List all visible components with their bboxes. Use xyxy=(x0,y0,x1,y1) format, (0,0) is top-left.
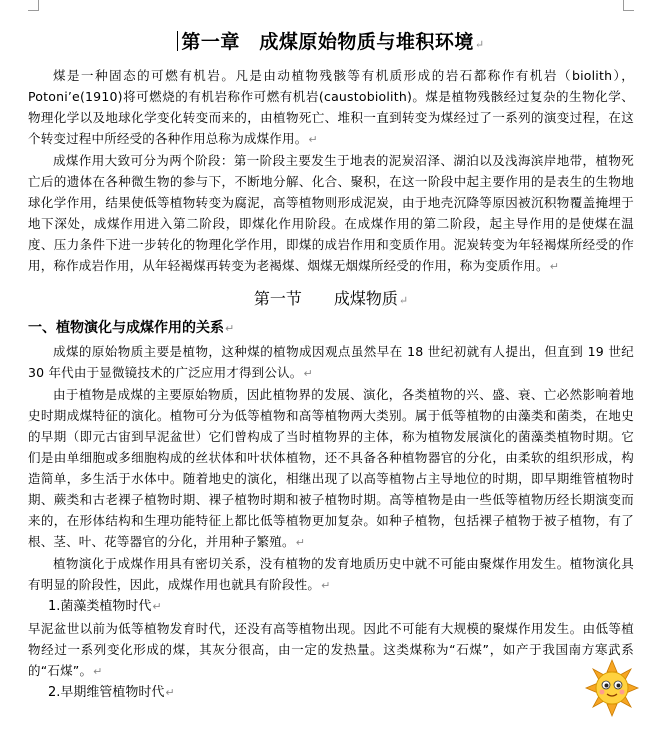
body-paragraph[interactable]: 植物演化于成煤作用具有密切关系，没有植物的发育地质历史中就不可能由聚煤作用发生。植物演化具有明显的阶段性，因此，成煤作用也就具有阶段性。↵ xyxy=(28,556,634,592)
body-paragraph[interactable]: 由于植物是成煤的主要原始物质，因此植物界的发展、演化，各类植物的兴、盛、衰、亡必然影响着地史时期成煤特征的演化。植物可分为低等植物和高等植物两大类别。属于低等植物的由藻类和菌类，在地史的早期（即元古宙到早泥盆世）它们曾构成了当时植物界的主体，称为植物发展演化的菌藻类植物时期。它们是由单细胞或多细胞构成的丝状体和叶状体植物，还不具备各种植物器官的分化，由柔软的组织形成，构造简单，多生活于水体中。随着地史的演化，相继出现了以高等植物占主导地位的时期，即早期维管植物时期、蕨类和古老裸子植物时期、裸子植物时期和被子植物时期。高等植物是由一些低等植物历经长期演变而来的，在形体结构和生理功能特征上都比低等植物更加复杂。如种子植物，包括裸子植物于被子植物，有了根、茎、叶、花等器官的分化，并用种子繁殖。↵ xyxy=(28,387,634,549)
paragraph-mark-icon: ↵ xyxy=(165,686,175,699)
paragraph-mark-icon: ↵ xyxy=(93,665,103,678)
body-paragraph[interactable]: 成煤的原始物质主要是植物，这种煤的植物成因观点虽然早在 18 世纪初就有人提出，但直到 19 世纪 30 年代由于显微镜技术的广泛应用才得到公认。↵ xyxy=(28,344,634,380)
document-page xyxy=(28,0,634,731)
chapter-title[interactable]: 第一章 成煤原始物质与堆积环境↵ xyxy=(28,30,634,57)
intro-paragraph[interactable]: 煤是一种固态的可燃有机岩。凡是由动植物残骸等有机质形成的岩石都称作有机岩（biolith），Potoni’e(1910)将可燃烧的有机岩称作可燃有机岩(caustobiolith)。煤是植物残骸经过复杂的生物化学、物理化学以及地球化学变化转变而来的，由植物死亡、堆积一直到转变为煤经过了一系列的演变过程，在这个转变过程中所经受的各种作用总称为成煤作用。↵ xyxy=(28,68,634,146)
paragraph-mark-icon: ↵ xyxy=(549,260,560,273)
paragraph-mark-icon: ↵ xyxy=(308,133,318,146)
paragraph-mark-icon: ↵ xyxy=(152,600,162,613)
sun-mascot-icon xyxy=(584,658,640,718)
margin-corner-mark xyxy=(623,0,634,11)
list-item-title[interactable]: 2.早期维管植物时代↵ xyxy=(48,685,175,700)
paragraph-mark-icon: ↵ xyxy=(225,322,235,335)
body-paragraph[interactable]: 早泥盆世以前为低等植物发育时代，还没有高等植物出现。因此不可能有大规模的聚煤作用发生。由低等植物经过一系列变化形成的煤，其灰分很高，由一定的发热量。这类煤称为“石煤”，如产于我国南方寒武系的“石煤”。↵ xyxy=(28,621,634,678)
subsection-title[interactable]: 一、植物演化与成煤作用的关系↵ xyxy=(28,320,235,336)
margin-corner-mark xyxy=(28,0,39,11)
text-cursor xyxy=(177,31,178,51)
paragraph-mark-icon: ↵ xyxy=(321,579,331,592)
paragraph-mark-icon: ↵ xyxy=(303,367,313,380)
paragraph-mark-icon: ↵ xyxy=(398,294,409,307)
section-title[interactable]: 第一节 成煤物质↵ xyxy=(253,289,409,308)
paragraph-mark-icon: ↵ xyxy=(295,536,306,549)
list-item-title[interactable]: 1.菌藻类植物时代↵ xyxy=(48,599,162,614)
intro-paragraph[interactable]: 成煤作用大致可分为两个阶段：第一阶段主要发生于地表的泥炭沼泽、湖泊以及浅海滨岸地带，植物死亡后的遗体在各种微生物的参与下，不断地分解、化合、聚积，在这一阶段中起主要作用的是表生的生物地球化学作用，结果使低等植物转变为腐泥，高等植物则形成泥炭，由于地壳沉降等原因被沉积物覆盖掩埋于地下深处，成煤作用进入第二阶段，即煤化作用阶段。在成煤作用的第二阶段，起主导作用的是使煤在温度、压力条件下进一步转化的物理化学作用，即煤的成岩作用和变质作用。泥炭转变为年轻褐煤所经受的作用，称作成岩作用，从年轻褐煤再转变为老褐煤、烟煤无烟煤所经受的作用，称为变质作用。↵ xyxy=(28,153,634,273)
paragraph-mark-icon: ↵ xyxy=(474,38,485,51)
